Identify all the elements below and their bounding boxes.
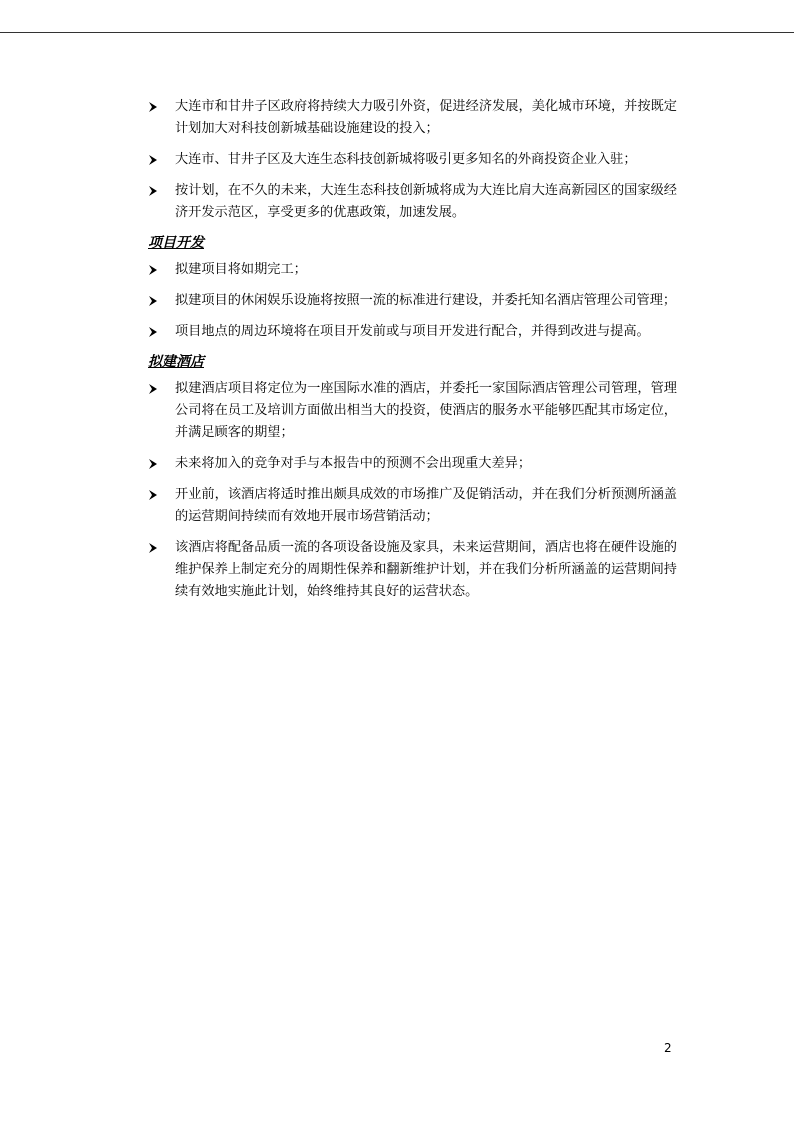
list-item	[147, 378, 677, 444]
list-item-text: 未来将加入的竞争对手与本报告中的预测不会出现重大差异；	[175, 456, 532, 471]
arrowhead-bullet-icon	[148, 378, 160, 400]
list-item-text: 按计划，在不久的未来，大连生态科技创新城将成为大连比肩大连高新园区的国家级经济开发示范区，享受更多的优惠政策，加速发展。	[175, 183, 677, 220]
arrowhead-bullet-icon	[148, 484, 160, 506]
arrowhead-bullet-icon	[148, 290, 160, 312]
arrowhead-bullet-icon	[148, 453, 160, 475]
header-rule	[0, 32, 794, 33]
section-heading-proposed-hotel: 拟建酒店	[148, 354, 204, 370]
list-item-text: 大连市、甘井子区及大连生态科技创新城将吸引更多知名的外商投资企业入驻；	[175, 152, 637, 167]
list-item-text: 大连市和甘井子区政府将持续大力吸引外资，促进经济发展，美化城市环境，并按既定计划加大对科技创新城基础设施建设的投入；	[175, 99, 677, 136]
list-item	[147, 96, 677, 140]
list-item	[147, 484, 677, 528]
list-item-text: 项目地点的周边环境将在项目开发前或与项目开发进行配合，并得到改进与提高。	[175, 324, 650, 339]
page-number: 2	[664, 1041, 672, 1055]
section-heading-project-development: 项目开发	[148, 235, 204, 251]
arrowhead-bullet-icon	[148, 96, 160, 118]
list-item	[147, 149, 677, 171]
arrowhead-bullet-icon	[148, 180, 160, 202]
list-item-text: 该酒店将配备品质一流的各项设备设施及家具，未来运营期间，酒店也将在硬件设施的维护保养上制定充分的周期性保养和翻新维护计划，并在我们分析所涵盖的运营期间持续有效地实施此计划，始终维持其良好的运营状态。	[175, 540, 677, 599]
arrowhead-bullet-icon	[148, 259, 160, 281]
arrowhead-bullet-icon	[148, 537, 160, 559]
arrowhead-bullet-icon	[148, 321, 160, 343]
arrowhead-bullet-icon	[148, 149, 160, 171]
list-item-text: 开业前，该酒店将适时推出颇具成效的市场推广及促销活动，并在我们分析预测所涵盖的运营期间持续而有效地开展市场营销活动；	[175, 487, 677, 524]
list-item-text: 拟建项目将如期完工；	[175, 262, 307, 277]
list-item	[147, 321, 677, 343]
list-item	[147, 290, 677, 312]
list-item	[147, 259, 677, 281]
list-item-text: 拟建项目的休闲娱乐设施将按照一流的标准进行建设，并委托知名酒店管理公司管理；	[175, 293, 677, 308]
list-item-text: 拟建酒店项目将定位为一座国际水准的酒店，并委托一家国际酒店管理公司管理，管理公司将在员工及培训方面做出相当大的投资，使酒店的服务水平能够匹配其市场定位，并满足顾客的期望；	[175, 381, 677, 440]
list-item	[147, 180, 677, 224]
list-item	[147, 537, 677, 603]
document-body	[147, 96, 677, 612]
list-item	[147, 453, 677, 475]
